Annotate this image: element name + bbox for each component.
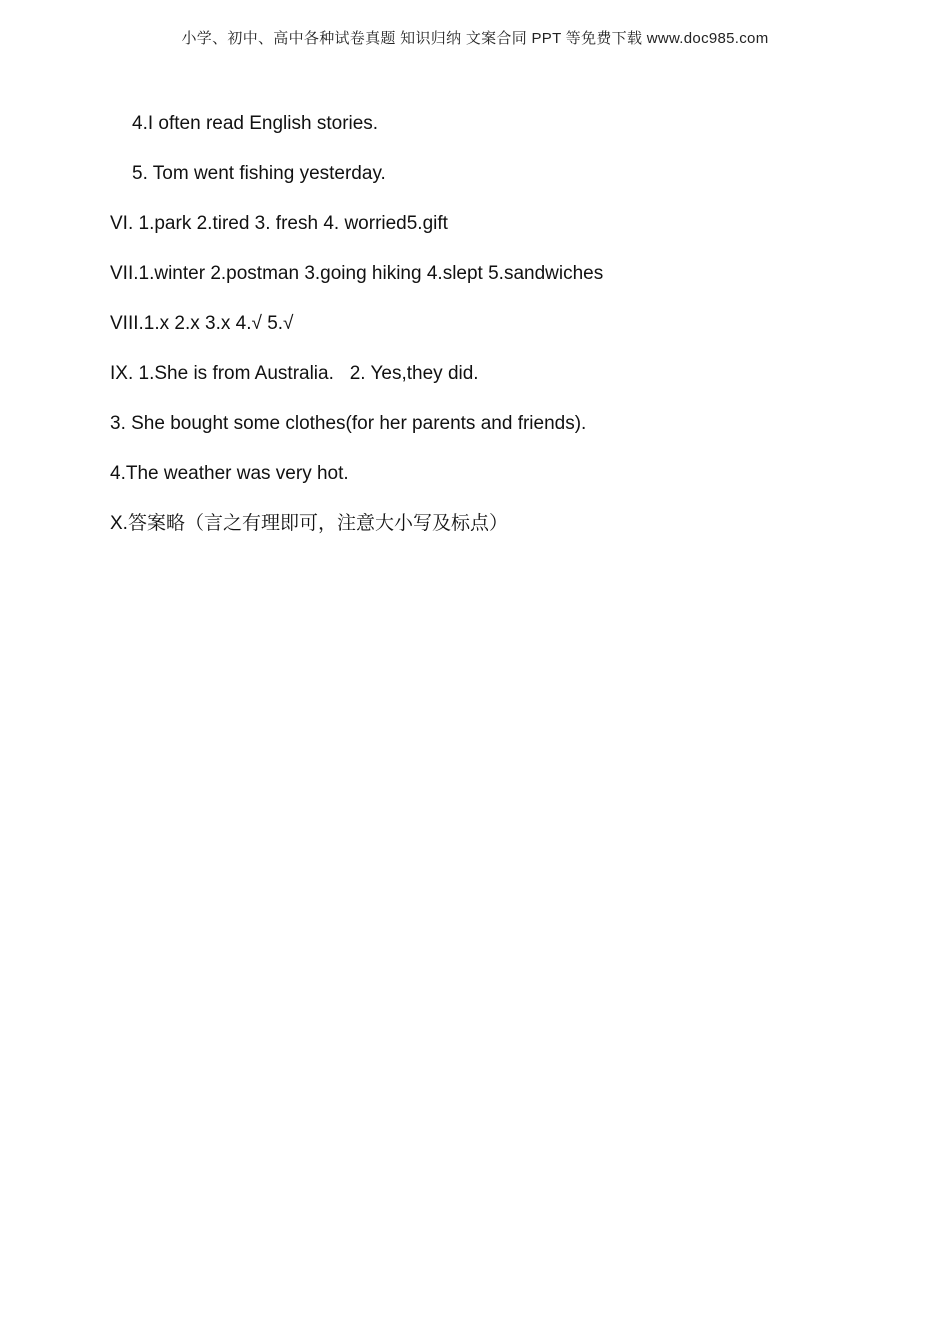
page-header: 小学、初中、高中各种试卷真题 知识归纳 文案合同 PPT 等免费下载 www.doc985.com [181, 30, 769, 47]
answer-line: IX. 1.She is from Australia. 2. Yes,they did. [110, 363, 479, 384]
answer-line: VIII.1.x 2.x 3.x 4.√ 5.√ [110, 313, 294, 334]
answer-line: 5. Tom went fishing yesterday. [132, 163, 386, 184]
answer-line: X.答案略（言之有理即可，注意大小写及标点） [110, 513, 508, 534]
answer-line: 3. She bought some clothes(for her parents and friends). [110, 413, 587, 434]
answer-line: VII.1.winter 2.postman 3.going hiking 4.slept 5.sandwiches [110, 263, 604, 284]
answer-line: 4.The weather was very hot. [110, 463, 349, 484]
answer-list [110, 112, 870, 562]
answer-line: VI. 1.park 2.tired 3. fresh 4. worried5.gift [110, 213, 448, 234]
answer-line: 4.I often read English stories. [132, 113, 379, 134]
